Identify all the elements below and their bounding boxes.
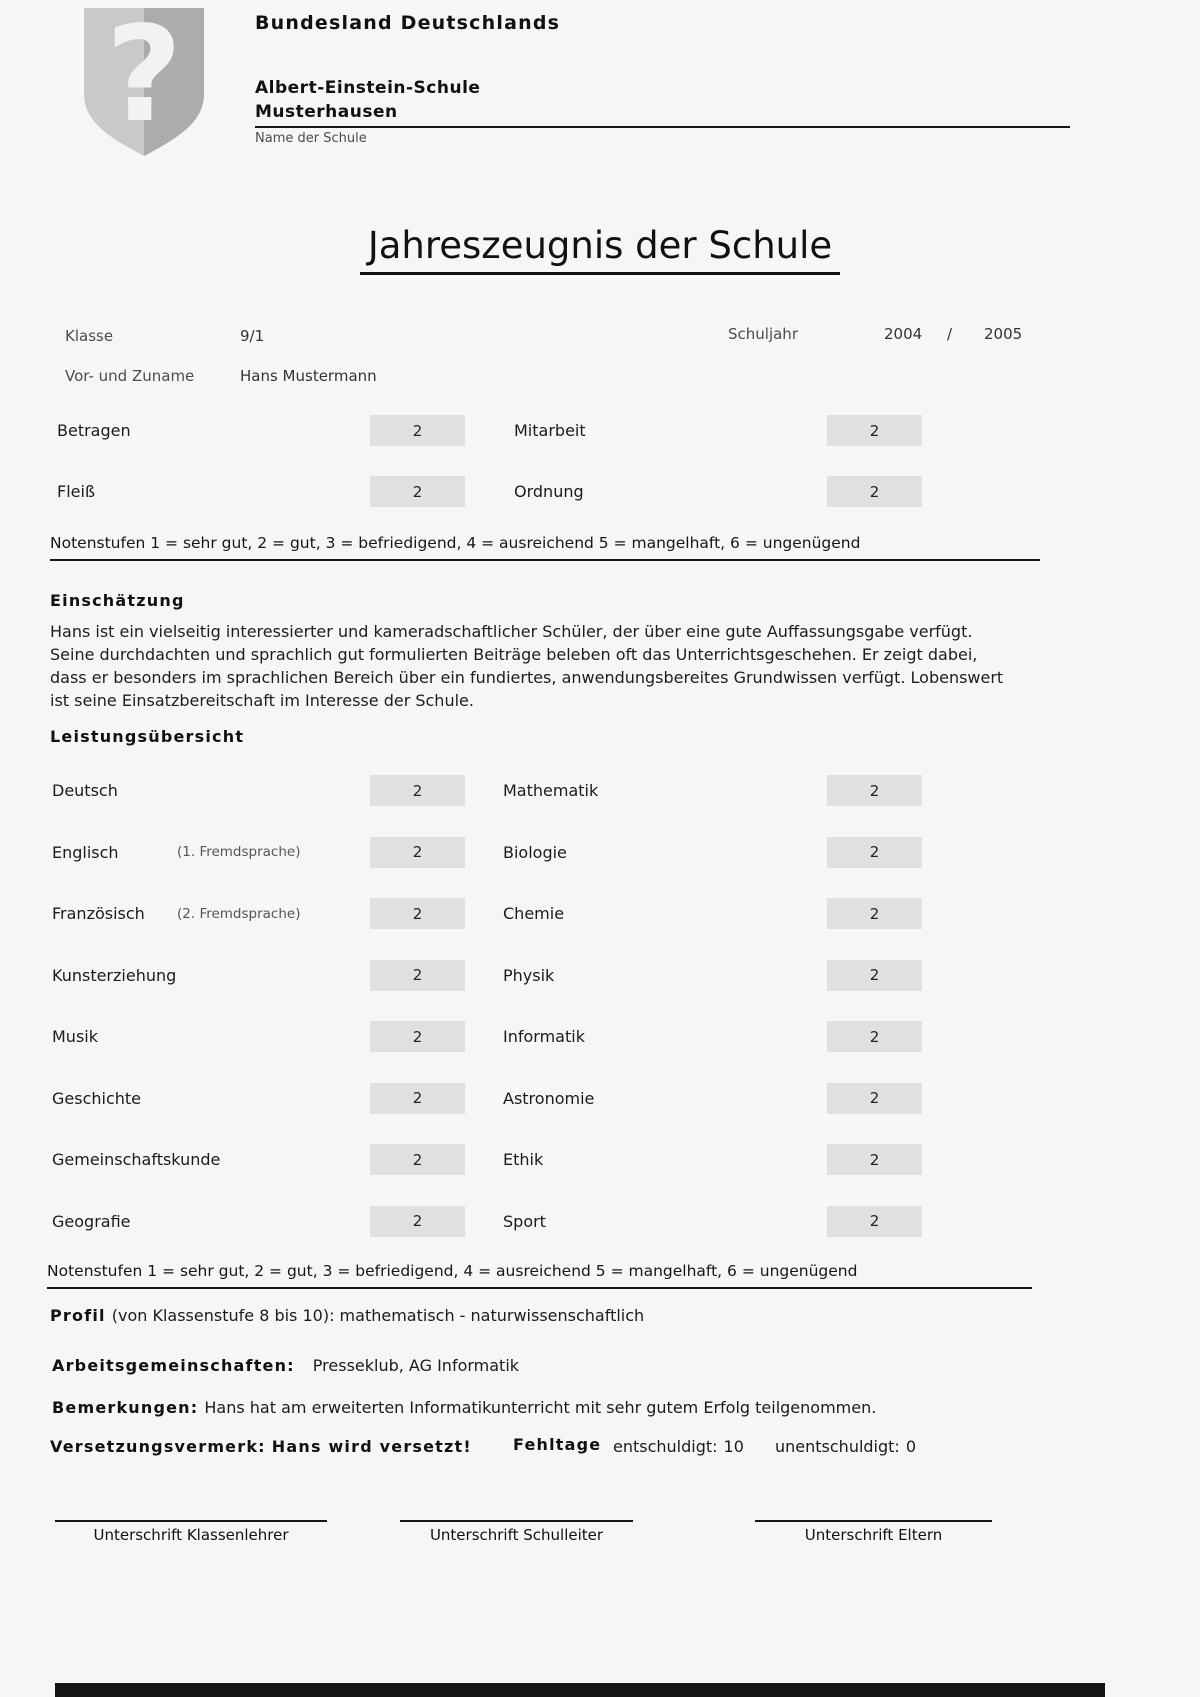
subject-label: Geschichte: [52, 1088, 142, 1108]
remarks-value: Hans hat am erweiterten Informatikunterricht mit sehr gutem Erfolg teilgenommen.: [204, 1398, 877, 1417]
grade-field[interactable]: 2: [827, 1083, 922, 1114]
behavior-label: Mitarbeit: [514, 421, 586, 440]
signature-block: [55, 1520, 327, 1544]
grade-field[interactable]: 2: [827, 1021, 922, 1052]
assessment-text: Hans ist ein vielseitig interessierter und kameradschaftlicher Schüler, der über eine gute Auffassungsgabe verfügt. Seine durchdachten und sprachlich gut formulierten Beiträge beleben oft das Unterrichtsgeschehen. Er zeigt dabei, dass er besonders im sprachlichen Bereich über ein fundiertes, anwendungsbereites Grundwissen verfügt. Lobenswert ist seine Einsatzbereitschaft im Interesse der Schule.: [50, 622, 1004, 710]
workgroups-row: [52, 1356, 519, 1375]
subject-label: Geografie: [52, 1211, 131, 1231]
subject-label: Physik: [503, 965, 555, 985]
grade-field[interactable]: 2: [827, 415, 922, 446]
grade-field[interactable]: 2: [370, 1144, 465, 1175]
absence-unexcused-value: 0: [905, 1437, 917, 1456]
grade-field[interactable]: 2: [827, 960, 922, 991]
subject-label: Astronomie: [503, 1088, 595, 1108]
subject-label: Englisch: [52, 842, 119, 862]
school-name-line1: Albert-Einstein-Schule: [255, 78, 481, 98]
school-name-caption: Name der Schule: [255, 131, 367, 146]
schoolyear-label: Schuljahr: [728, 325, 798, 343]
subject-label: Deutsch: [52, 781, 118, 801]
subject-label: Chemie: [503, 904, 565, 924]
assessment-heading: Einschätzung: [50, 591, 185, 610]
signature-label: Unterschrift Klassenlehrer: [93, 1526, 289, 1544]
subject-row: [52, 1191, 1162, 1253]
absence-excused: [613, 1437, 744, 1456]
grade-field[interactable]: 2: [370, 1021, 465, 1052]
workgroups-value: Presseklub, AG Informatik: [312, 1356, 520, 1375]
subject-label: Ethik: [503, 1150, 544, 1170]
schoolyear-to: 2005: [984, 325, 1023, 343]
subject-row: [52, 822, 1162, 884]
subject-label: Biologie: [503, 842, 567, 862]
school-name-rule: [255, 126, 1070, 128]
subject-label: Gemeinschaftskunde: [52, 1150, 221, 1170]
remarks-label: Bemerkungen:: [52, 1398, 199, 1417]
subject-row: [52, 1129, 1162, 1191]
grade-scale-note: Notenstufen 1 = sehr gut, 2 = gut, 3 = befriedigend, 4 = ausreichend 5 = mangelhaft, 6 = ungenügend: [50, 534, 1040, 561]
footer-bar: [55, 1683, 1105, 1697]
school-name: [255, 76, 480, 124]
grade-field[interactable]: 2: [370, 1083, 465, 1114]
grade-field[interactable]: 2: [827, 1206, 922, 1237]
grade-field[interactable]: 2: [370, 775, 465, 806]
absence-label: Fehltage: [513, 1435, 602, 1454]
student-name-label: Vor- und Zuname: [65, 367, 195, 385]
subject-label: Kunsterziehung: [52, 965, 177, 985]
signature-block: [400, 1520, 633, 1544]
grade-scale-note: Notenstufen 1 = sehr gut, 2 = gut, 3 = befriedigend, 4 = ausreichend 5 = mangelhaft, 6 = ungenügend: [47, 1262, 1032, 1289]
subject-row: [52, 1068, 1162, 1130]
grade-field[interactable]: 2: [370, 1206, 465, 1237]
grade-field[interactable]: 2: [827, 775, 922, 806]
subject-label: Sport: [503, 1211, 546, 1231]
behavior-label: Fleiß: [57, 482, 96, 501]
workgroups-label: Arbeitsgemeinschaften:: [52, 1356, 295, 1375]
profil-row: [50, 1306, 644, 1325]
remarks-row: [52, 1398, 876, 1417]
school-logo-shield: [82, 8, 206, 156]
grade-field[interactable]: 2: [370, 837, 465, 868]
subjects-grid: [52, 760, 1162, 1252]
absence-unexcused-label: unentschuldigt:: [775, 1437, 900, 1456]
subject-row: [52, 1006, 1162, 1068]
subject-row: [52, 945, 1162, 1007]
behavior-row: [57, 461, 1157, 522]
grade-field[interactable]: 2: [827, 898, 922, 929]
report-title: Jahreszeugnis der Schule: [360, 224, 840, 275]
shield-icon: [82, 8, 206, 156]
grade-field[interactable]: 2: [370, 960, 465, 991]
behavior-grades: [57, 400, 1157, 522]
subject-label: Mathematik: [503, 781, 599, 801]
promotion-note: [50, 1437, 472, 1456]
subject-label: Informatik: [503, 1027, 585, 1047]
grade-field[interactable]: 2: [827, 837, 922, 868]
grade-field[interactable]: 2: [827, 476, 922, 507]
behavior-label: Ordnung: [514, 482, 584, 501]
class-value: 9/1: [240, 327, 265, 345]
behavior-row: [57, 400, 1157, 461]
profil-text: (von Klassenstufe 8 bis 10): mathematisch - naturwissenschaftlich: [111, 1306, 645, 1325]
signature-label: Unterschrift Eltern: [804, 1526, 943, 1544]
school-name-line2: Musterhausen: [255, 102, 398, 122]
title-wrap: [0, 224, 1200, 275]
absence-excused-value: 10: [723, 1437, 744, 1456]
subject-label: Musik: [52, 1027, 98, 1047]
signature-label: Unterschrift Schulleiter: [429, 1526, 604, 1544]
subject-label: Französisch: [52, 904, 145, 924]
profil-label: Profil: [50, 1306, 106, 1325]
schoolyear-separator: /: [947, 325, 953, 343]
subject-row: [52, 883, 1162, 945]
grade-field[interactable]: 2: [370, 898, 465, 929]
subject-note: (2. Fremdsprache): [177, 905, 301, 922]
absence-excused-label: entschuldigt:: [613, 1437, 718, 1456]
subject-note: (1. Fremdsprache): [177, 844, 301, 861]
grade-field[interactable]: 2: [827, 1144, 922, 1175]
behavior-label: Betragen: [57, 421, 131, 440]
subject-row: [52, 760, 1162, 822]
region-title: Bundesland Deutschlands: [255, 12, 561, 34]
signature-block: [755, 1520, 992, 1544]
performance-heading: Leistungsübersicht: [50, 727, 245, 746]
promotion-value: Hans wird versetzt!: [271, 1437, 472, 1456]
promotion-label: Versetzungsvermerk:: [50, 1437, 266, 1456]
grade-field[interactable]: 2: [370, 415, 465, 446]
absence-unexcused: [775, 1437, 916, 1456]
grade-field[interactable]: 2: [370, 476, 465, 507]
class-label: Klasse: [65, 327, 114, 345]
question-mark-glyph: ?: [105, 8, 183, 152]
student-name-value: Hans Mustermann: [240, 367, 377, 385]
schoolyear-from: 2004: [884, 325, 923, 343]
